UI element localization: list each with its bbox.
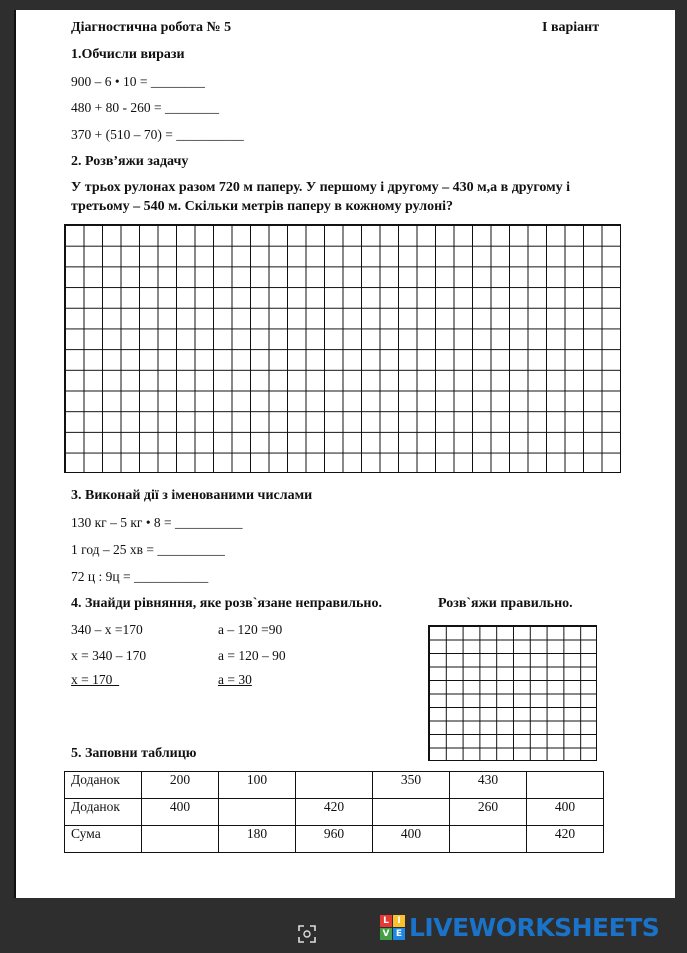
logo-letter: L <box>380 915 392 927</box>
table-cell[interactable] <box>296 772 373 799</box>
row-label: Сума <box>65 826 142 853</box>
task3-heading: 3. Виконай дії з іменованими числами <box>71 488 313 503</box>
table-row <box>65 772 604 799</box>
task1-expression: 480 + 80 - 260 = ________ <box>71 100 219 115</box>
logo-mark-icon <box>380 915 405 940</box>
table-cell[interactable] <box>373 799 450 826</box>
row-label: Доданок <box>65 799 142 826</box>
task2-heading: 2. Розв’яжи задачу <box>71 154 189 169</box>
table-cell[interactable]: 430 <box>450 772 527 799</box>
table-cell[interactable]: 960 <box>296 826 373 853</box>
table-cell[interactable]: 350 <box>373 772 450 799</box>
table-row <box>65 826 604 853</box>
table-cell[interactable]: 400 <box>142 799 219 826</box>
table-cell[interactable]: 180 <box>219 826 296 853</box>
table-cell[interactable]: 200 <box>142 772 219 799</box>
equation-answer: х = 170 <box>71 672 120 687</box>
task2-text: третьому – 540 м. Скільки метрів паперу в кожному рулоні? <box>71 199 454 214</box>
logo-letter: I <box>393 915 405 927</box>
table-cell[interactable]: 420 <box>296 799 373 826</box>
fill-table <box>64 771 604 853</box>
table-cell[interactable] <box>142 826 219 853</box>
fullscreen-icon[interactable] <box>298 925 316 943</box>
table-cell[interactable]: 420 <box>527 826 604 853</box>
table-cell[interactable] <box>219 799 296 826</box>
variant-label: І варіант <box>542 20 600 35</box>
table-row <box>65 799 604 826</box>
equation-line: а = 120 – 90 <box>218 648 286 663</box>
table-cell[interactable] <box>450 826 527 853</box>
task1-expression: 900 – 6 • 10 = ________ <box>71 74 205 89</box>
row-label: Доданок <box>65 772 142 799</box>
worksheet-page <box>14 10 675 898</box>
equation-answer: а = 30 <box>218 672 252 687</box>
logo-letter: E <box>393 928 405 940</box>
table-cell[interactable]: 400 <box>373 826 450 853</box>
table-cell[interactable]: 400 <box>527 799 604 826</box>
logo-letter: V <box>380 928 392 940</box>
task5-heading: 5. Заповни таблицю <box>71 746 197 761</box>
liveworksheets-logo[interactable] <box>380 912 659 942</box>
answer-grid-small <box>428 625 597 761</box>
task2-text: У трьох рулонах разом 720 м паперу. У першому і другому – 430 м,а в другому і <box>71 180 571 195</box>
worksheet-title: Діагностична робота № 5 <box>71 20 232 35</box>
task1-expression: 370 + (510 – 70) = __________ <box>71 127 244 142</box>
task3-expression: 130 кг – 5 кг • 8 = __________ <box>71 515 243 530</box>
task3-expression: 72 ц : 9ц = ___________ <box>71 569 209 584</box>
table-cell[interactable]: 100 <box>219 772 296 799</box>
table-cell[interactable] <box>527 772 604 799</box>
brand-name: LIVEWORKSHEETS <box>409 912 660 942</box>
task3-expression: 1 год – 25 хв = __________ <box>71 542 225 557</box>
task4-heading: 4. Знайди рівняння, яке розв`язане неправильно. <box>71 596 382 611</box>
answer-grid-large <box>64 224 621 473</box>
task4-heading-right: Розв`яжи правильно. <box>438 596 573 611</box>
task1-heading: 1.Обчисли вирази <box>71 47 185 62</box>
equation-line: 340 – х =170 <box>71 622 143 637</box>
equation-line: х = 340 – 170 <box>71 648 147 663</box>
equation-line: а – 120 =90 <box>218 622 283 637</box>
table-cell[interactable]: 260 <box>450 799 527 826</box>
